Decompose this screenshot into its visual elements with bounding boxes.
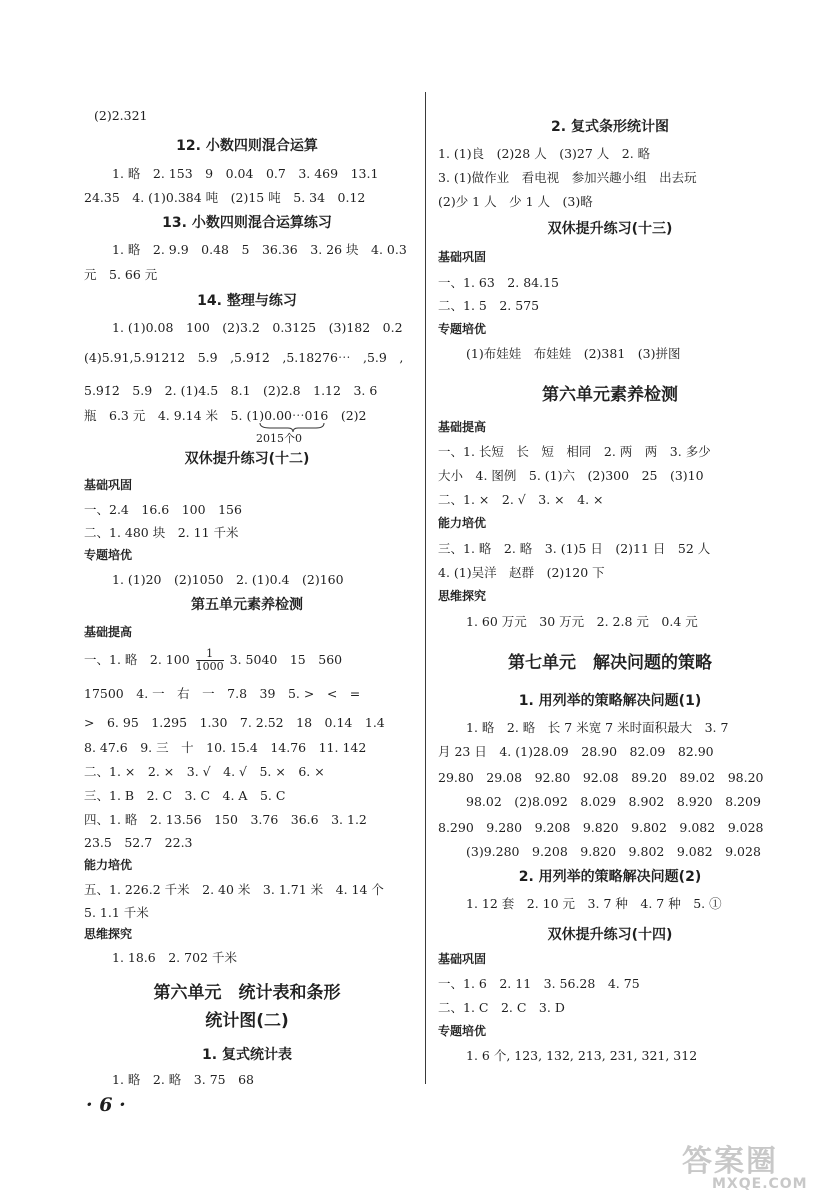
- section-heading: 2. 复式条形统计图: [551, 119, 669, 135]
- answer-line: 大小 4. 图例 5. (1)六 (2)300 25 (3)10: [438, 468, 704, 483]
- section-heading: 第五单元素养检测: [191, 597, 303, 613]
- answer-line: 3. (1)做作业 看电视 参加兴趣小组 出去玩: [438, 170, 697, 185]
- subsection-label: 基础巩固: [84, 478, 133, 492]
- answer-line: 23.5 52.7 22.3: [84, 835, 193, 850]
- subsection-label: 思维探究: [84, 927, 133, 941]
- answer-line: [84, 648, 342, 673]
- answer-line: 1. (1)良 (2)28 人 (3)27 人 2. 略: [438, 146, 651, 161]
- answer-line: 8.290 9.280 9.208 9.820 9.802 9.082 9.028: [438, 820, 764, 835]
- fraction-numerator: 1: [196, 648, 224, 661]
- answer-line: (3)9.280 9.208 9.820 9.802 9.082 9.028: [466, 844, 761, 859]
- subsection-label: 专题培优: [438, 1024, 487, 1038]
- unit-title: 第七单元 解决问题的策略: [508, 653, 712, 673]
- answer-line: > 6. 95 1.2̇95̇ 1.30 7. 2.52 18 0.14 1.4: [84, 715, 385, 730]
- fraction: [196, 648, 224, 673]
- answer-line: 瓶 6.3 元 4. 9.14 米 5. (1)0.00⋯016 (2)2: [84, 408, 367, 423]
- answer-line: 二、1. × 2. × 3. √ 4. √ 5. × 6. ×: [84, 764, 325, 779]
- answer-line: 1. 60 万元 30 万元 2. 2.8 元 0.4 元: [466, 614, 698, 629]
- page-number: · 6 ·: [86, 1094, 126, 1116]
- answer-line: 98.02 (2)8.092 8.029 8.902 8.920 8.209: [466, 794, 761, 809]
- answer-line: 8. 47.6 9. 三 十 10. 15.4 14.76 11. 142: [84, 740, 367, 755]
- unit-title: 第六单元 统计表和条形: [153, 983, 341, 1003]
- answer-line: 1. 略 2. 153 9 0.04 0.7 3. 469 13.1: [112, 166, 379, 181]
- answer-line: (1)布娃娃 布娃娃 (2)381 (3)拼图: [466, 346, 681, 361]
- section-heading: 双休提升练习(十三): [547, 221, 673, 237]
- answer-line: 1. 略 2. 略 长 7 米宽 7 米时面积最大 3. 7: [466, 720, 729, 735]
- subsection-label: 专题培优: [438, 322, 487, 336]
- answer-line: 月 23 日 4. (1)28.09 28.90 82.09 82.90: [438, 744, 714, 759]
- answer-line: (2)2.321: [94, 108, 148, 123]
- answer-line: 二、1. × 2. √ 3. × 4. ×: [438, 492, 604, 507]
- subsection-label: 能力培优: [438, 516, 487, 530]
- answer-line: 二、1. 5 2. 575: [438, 298, 540, 313]
- answer-line: 1. 12 套 2. 10 元 3. 7 种 4. 7 种 5. ①: [466, 896, 722, 911]
- answer-line: 24.35 4. (1)0.384 吨 (2)15 吨 5. 34 0.12: [84, 190, 366, 205]
- answer-line: 一、1. 长短 长 短 相同 2. 两 两 3. 多少: [438, 444, 711, 459]
- section-heading: 13. 小数四则混合运算练习: [162, 215, 332, 231]
- subsection-label: 思维探究: [438, 589, 487, 603]
- answer-line: (2)少 1 人 少 1 人 (3)略: [438, 194, 593, 209]
- answer-line: 1. (1)20 (2)1050 2. (1)0.4 (2)160: [112, 572, 344, 587]
- subsection-label: 专题培优: [84, 548, 133, 562]
- subsection-label: 基础巩固: [438, 250, 487, 264]
- underbrace: [258, 421, 328, 433]
- answer-line: 二、1. 480 块 2. 11 千米: [84, 525, 239, 540]
- answer-line: 1. 略 2. 略 3. 75 68: [112, 1072, 255, 1087]
- answer-line: 17500 4. 一 右 一 7.8 39 5. > < =: [84, 686, 361, 701]
- answer-line: 一、1. 63 2. 84.15: [438, 275, 559, 290]
- subsection-label: 基础巩固: [438, 952, 487, 966]
- answer-line: 元 5. 66 元: [84, 267, 158, 282]
- subsection-label: 基础提高: [84, 625, 133, 639]
- answer-line: 1. 6 个, 123, 132, 213, 231, 321, 312: [466, 1048, 698, 1063]
- section-heading: 1. 复式统计表: [202, 1047, 292, 1063]
- underbrace-note: 2015个0: [256, 432, 302, 445]
- answer-line: 二、1. C 2. C 3. D: [438, 1000, 565, 1015]
- unit-title: 统计图(二): [205, 1011, 289, 1031]
- section-heading: 14. 整理与练习: [197, 293, 297, 309]
- unit-title: 第六单元素养检测: [542, 385, 678, 405]
- answer-text: 3. 5040 15 560: [229, 652, 343, 667]
- section-heading: 2. 用列举的策略解决问题(2): [518, 869, 702, 885]
- answer-line: 1. (1)0.08 100 (2)3.2 0.3125 (3)182 0.2: [112, 320, 403, 335]
- answer-line: 4. (1)吴洋 赵群 (2)120 下: [438, 565, 605, 580]
- answer-line: 5. 1.1 千米: [84, 905, 149, 920]
- answer-text: 一、1. 略 2. 100: [84, 652, 190, 667]
- answer-line: 1. 18.6 2. 702 千米: [112, 950, 237, 965]
- answer-line: 1. 略 2. 9.9 0.48 5 36.36 3. 26 块 4. 0.3: [112, 242, 407, 257]
- watermark-text: 答案圈: [682, 1144, 778, 1179]
- watermark-logo: [682, 1136, 812, 1196]
- subsection-label: 基础提高: [438, 420, 487, 434]
- answer-line: 五、1. 226.2 千米 2. 40 米 3. 1.71 米 4. 14 个: [84, 882, 384, 897]
- answer-line: 5.9̇1̇2̇ 5.9̇ 2. (1)4.5 8.1 (2)2.8 1.12 3. 6: [84, 383, 378, 398]
- watermark-url: MXQE.COM: [712, 1176, 808, 1192]
- section-heading: 12. 小数四则混合运算: [176, 138, 318, 154]
- answer-line: 一、1. 6 2. 11 3. 56.28 4. 75: [438, 976, 640, 991]
- fraction-denominator: 1000: [195, 660, 224, 673]
- answer-line: 三、1. 略 2. 略 3. (1)5 日 (2)11 日 52 人: [438, 541, 711, 556]
- answer-line: 一、2.4 16.6 100 156: [84, 502, 242, 517]
- answer-line: (4)5.91,5.91212 5.9̇ ,5.9̇1̇2̇ ,5.18276⋯ ,5.9̇ ,: [84, 350, 404, 365]
- answer-line: 29.80 29.08 92.80 92.08 89.20 89.02 98.20: [438, 770, 764, 785]
- answer-line: 四、1. 略 2. 13.56 150 3.76 36.6 3. 1.2: [84, 812, 367, 827]
- subsection-label: 能力培优: [84, 858, 133, 872]
- answer-line: 三、1. B 2. C 3. C 4. A 5. C: [84, 788, 286, 803]
- column-divider: [425, 92, 426, 1084]
- section-heading: 双休提升练习(十四): [547, 927, 673, 943]
- section-heading: 双休提升练习(十二): [184, 451, 310, 467]
- section-heading: 1. 用列举的策略解决问题(1): [518, 693, 702, 709]
